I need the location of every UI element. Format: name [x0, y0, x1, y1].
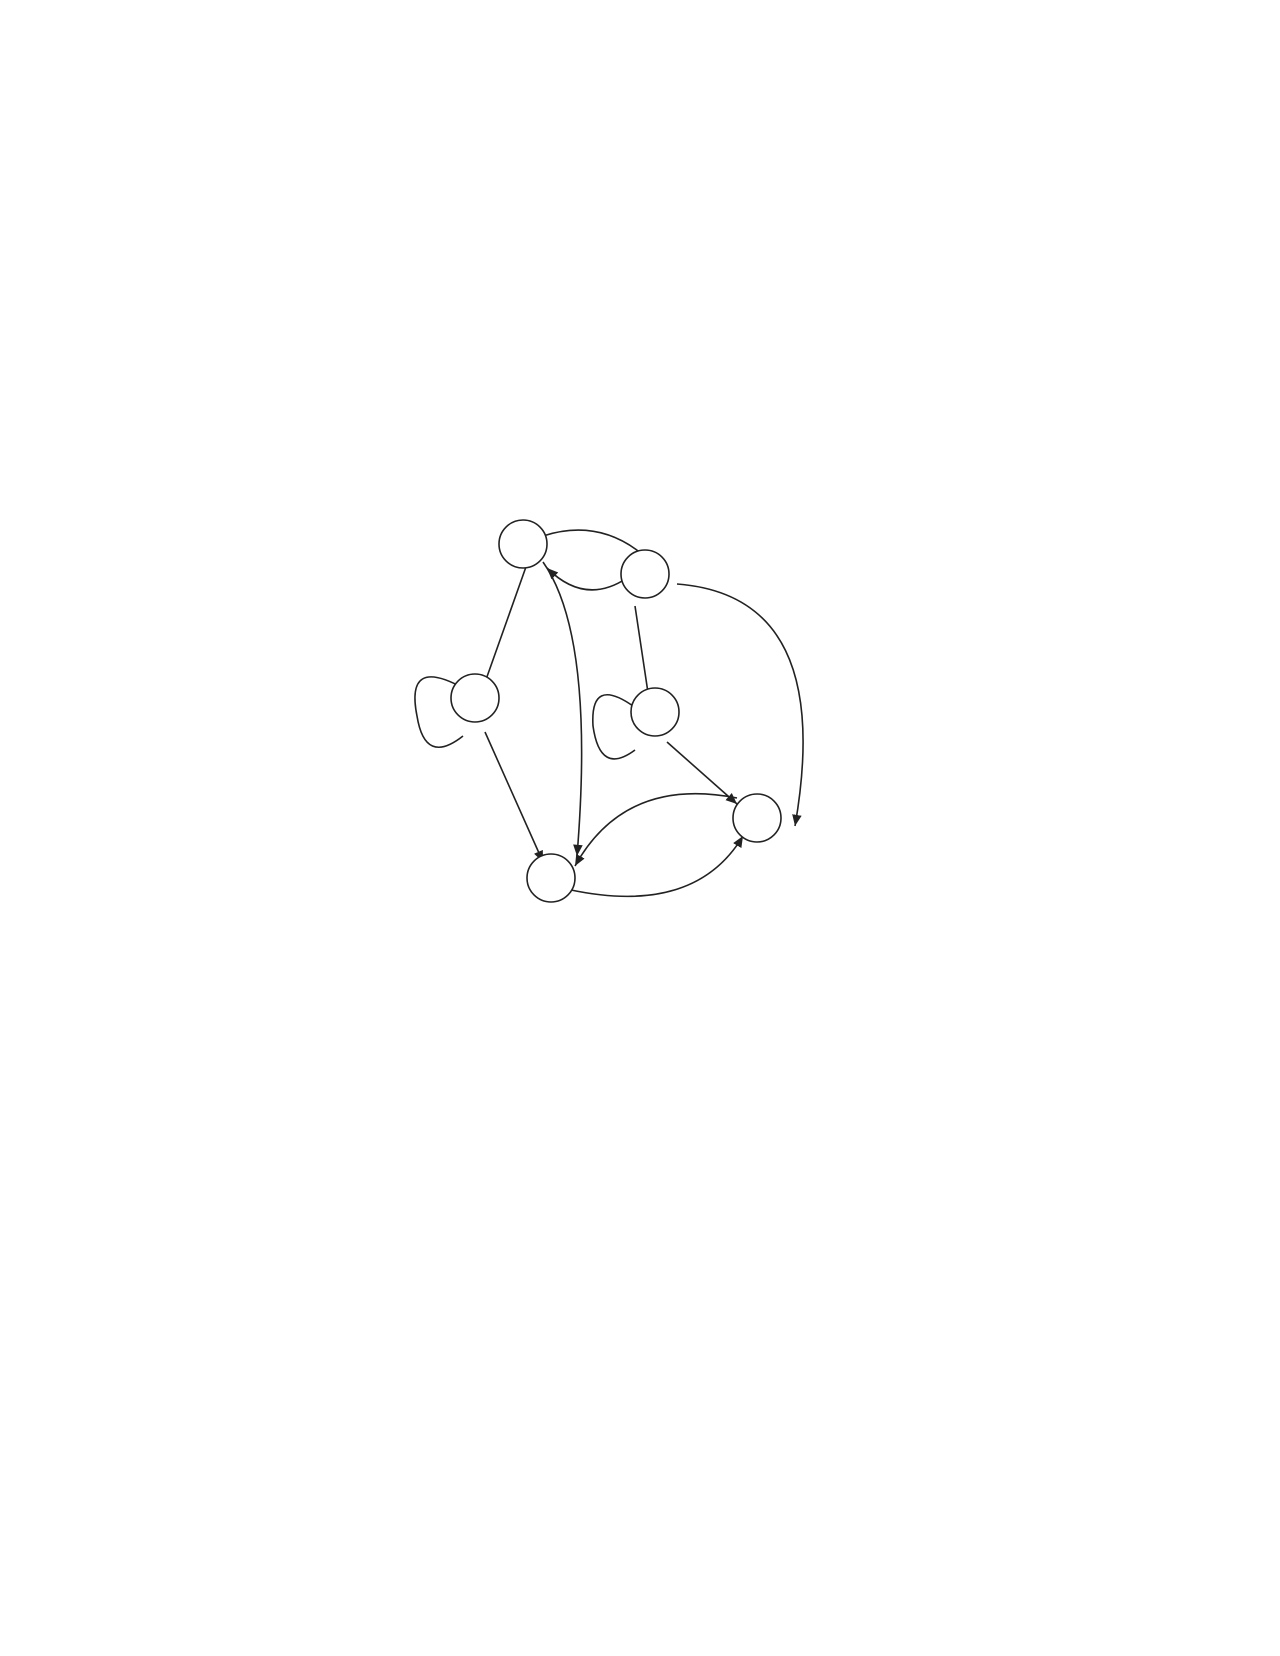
edge-d-self — [593, 695, 635, 759]
state-node-b — [621, 550, 669, 598]
state-node-a — [499, 520, 547, 568]
state-node-c — [451, 674, 499, 722]
state-node-f — [733, 794, 781, 842]
edge-b-a — [547, 568, 627, 590]
state-node-e — [527, 854, 575, 902]
state-node-d — [631, 688, 679, 736]
edge-f-e-upper — [575, 794, 737, 866]
edge-a-e — [543, 562, 582, 856]
edge-e-f-lower — [571, 836, 743, 896]
edge-b-f — [677, 584, 803, 826]
fsm-diagram — [395, 506, 875, 1006]
edge-c-e — [485, 732, 543, 862]
edge-a-c — [483, 564, 527, 688]
